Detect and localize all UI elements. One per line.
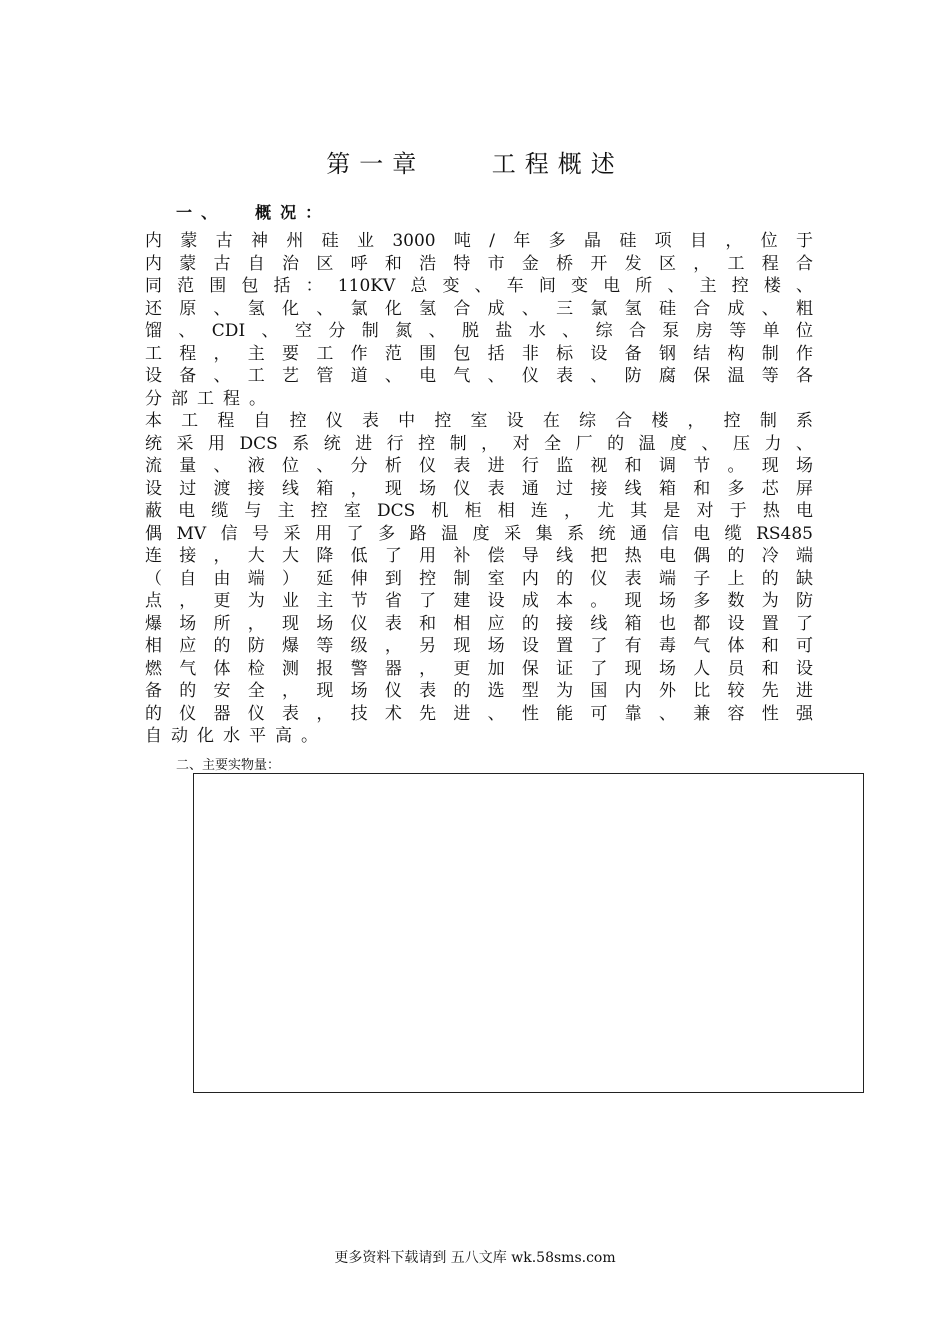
section-heading-overview: 一、 概况： [176, 203, 331, 222]
chapter-title: 第一章 工程概述 [326, 150, 624, 178]
text-line: 燃气体检测报警器，更加保证了现场人员和设 [145, 658, 813, 679]
paragraph-project-overview [145, 230, 813, 410]
quantities-table-frame [193, 773, 864, 1093]
text-line: 内蒙古神州硅业3000吨/年多晶硅项目，位于 [145, 231, 813, 251]
page-footer: 更多资料下载请到 五八文库 wk.58sms.com [334, 1250, 616, 1266]
text-line: 点，更为业主节省了建设成本。现场多数为防 [145, 591, 813, 611]
text-line: 设过渡接线箱，现场仪表通过接线箱和多芯屏 [145, 478, 813, 499]
text-line: 本工程自控仪表中控室设在综合楼，控制系 [145, 411, 813, 431]
text-line: 还原、氢化、氯化氢合成、三氯氢硅合成、粗 [145, 298, 813, 319]
section-heading-quantities: 二、主要实物量： [176, 758, 281, 773]
text-line: 偶MV信号采用了多路温度采集系统通信电缆RS485 [145, 523, 813, 544]
text-line: 相应的防爆等级，另现场设置了有毒气体和可 [145, 636, 813, 656]
text-line: （自由端）延伸到控制室内的仪表端子上的缺 [145, 568, 813, 589]
text-line: 工程，主要工作范围包括非标设备钢结构制作 [145, 343, 813, 364]
text-line: 蔽电缆与主控室DCS机柜相连，尤其是对于热电 [145, 501, 813, 521]
text-line: 同范围包括：110KV总变、车间变电所、主控楼、 [145, 276, 813, 296]
text-line: 连接，大大降低了用补偿导线把热电偶的冷端 [145, 546, 813, 566]
text-line: 设备、工艺管道、电气、仪表、防腐保温等各 [145, 366, 813, 386]
text-line: 自动化水平高。 [145, 726, 327, 746]
text-line: 统采用DCS系统进行控制，对全厂的温度、压力、 [145, 433, 813, 454]
text-line: 流量、液位、分析仪表进行监视和调节。现场 [145, 456, 813, 476]
text-line: 的仪器仪表，技术先进、性能可靠、兼容性强 [145, 703, 813, 724]
text-line: 爆场所，现场仪表和相应的接线箱也都设置了 [145, 613, 813, 634]
text-line: 分部工程。 [145, 388, 275, 409]
text-line: 内蒙古自治区呼和浩特市金桥开发区，工程合 [145, 253, 813, 274]
paragraph-control-system [145, 410, 813, 748]
text-line: 馏、CDI、空分制氮、脱盐水、综合泵房等单位 [145, 321, 813, 341]
text-line: 备的安全，现场仪表的选型为国内外比较先进 [145, 681, 813, 701]
